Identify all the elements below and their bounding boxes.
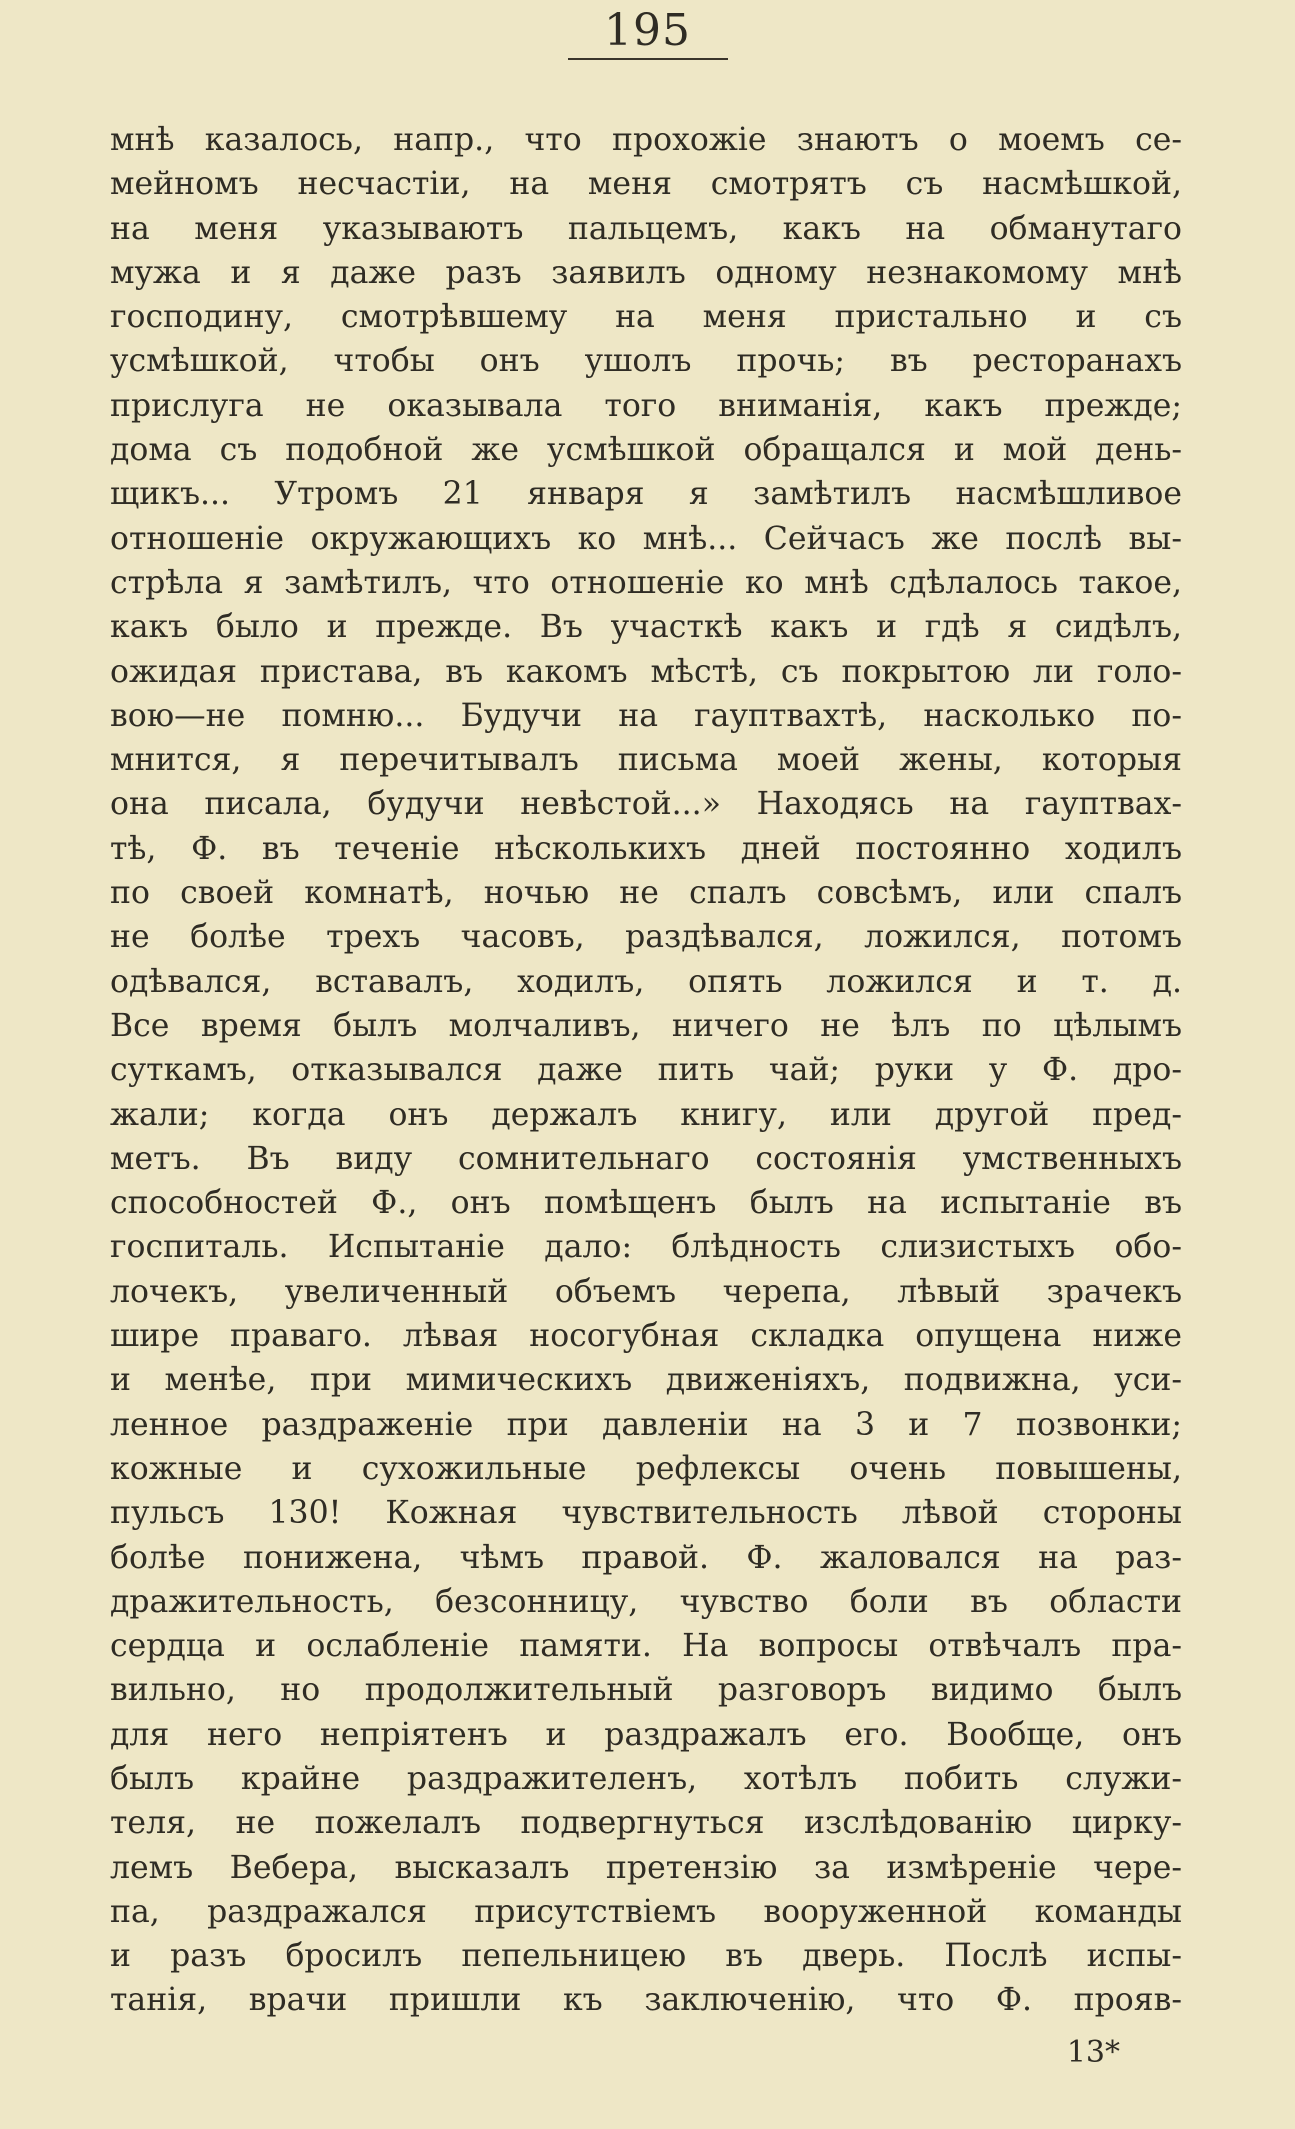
text-line: метъ. Въ виду сомнительнаго состоянія умственныхъ [110, 1140, 1182, 1177]
text-line: для него непріятенъ и раздражалъ его. Вообще, онъ [110, 1716, 1182, 1753]
text-line: стрѣла я замѣтилъ, что отношеніе ко мнѣ сдѣлалось такое, [110, 564, 1182, 601]
text-line: дражительность, безсонницу, чувство боли въ области [110, 1583, 1182, 1620]
signature-mark: 13* [1066, 2035, 1120, 2070]
body-text [110, 118, 1182, 2023]
text-line: пульсъ 130! Кожная чувствительность лѣвой стороны [110, 1495, 1182, 1532]
text-line: шире праваго. лѣвая носогубная складка опущена ниже [110, 1318, 1182, 1355]
text-line: по своей комнатѣ, ночью не спалъ совсѣмъ, или спалъ [110, 875, 1182, 912]
header-rule [568, 58, 728, 60]
text-line: отношеніе окружающихъ ко мнѣ... Сейчасъ же послѣ вы- [110, 520, 1182, 557]
text-line: мейномъ несчастіи, на меня смотрятъ съ насмѣшкой, [110, 166, 1182, 203]
text-line: госпиталь. Испытаніе дало: блѣдность слизистыхъ обо- [110, 1229, 1182, 1266]
text-line: мужа и я даже разъ заявилъ одному незнакомому мнѣ [110, 254, 1182, 291]
text-line: на меня указываютъ пальцемъ, какъ на обманутаго [110, 210, 1182, 247]
text-line: она писала, будучи невѣстой...» Находясь на гауптвах- [110, 786, 1182, 823]
text-line: ленное раздраженіе при давленіи на 3 и 7 позвонки; [110, 1406, 1182, 1443]
text-line: не болѣе трехъ часовъ, раздѣвался, ложился, потомъ [110, 919, 1182, 956]
text-line: одѣвался, вставалъ, ходилъ, опять ложился и т. д. [110, 963, 1182, 1000]
text-line: тѣ, Ф. въ теченіе нѣсколькихъ дней постоянно ходилъ [110, 830, 1182, 867]
text-line: дома съ подобной же усмѣшкой обращался и мой день- [110, 432, 1182, 469]
text-line: па, раздражался присутствіемъ вооруженной команды [110, 1893, 1182, 1930]
text-line: былъ крайне раздражителенъ, хотѣлъ побить служи- [110, 1760, 1182, 1797]
text-line: и разъ бросилъ пепельницею въ дверь. Послѣ испы- [110, 1938, 1182, 1975]
text-line: лемъ Вебера, высказалъ претензію за измѣреніе чере- [110, 1849, 1182, 1886]
text-line: лочекъ, увеличенный объемъ черепа, лѣвый зрачекъ [110, 1273, 1182, 1310]
text-line: способностей Ф., онъ помѣщенъ былъ на испытаніе въ [110, 1185, 1182, 1222]
text-line: сердца и ослабленіе памяти. На вопросы отвѣчалъ пра- [110, 1628, 1182, 1665]
text-line: мнѣ казалось, напр., что прохожіе знаютъ о моемъ се- [110, 122, 1182, 158]
page-number: 195 [604, 5, 691, 56]
text-line: господину, смотрѣвшему на меня пристально и съ [110, 299, 1182, 336]
text-line: болѣе понижена, чѣмъ правой. Ф. жаловался на раз- [110, 1539, 1182, 1576]
text-line: танія, врачи пришли къ заключенію, что Ф. прояв- [110, 1982, 1182, 2019]
text-line: суткамъ, отказывался даже пить чай; руки у Ф. дро- [110, 1052, 1182, 1089]
text-line: и менѣе, при мимическихъ движеніяхъ, подвижна, уси- [110, 1362, 1182, 1399]
text-line: жали; когда онъ держалъ книгу, или другой пред- [110, 1096, 1182, 1133]
text-line: Все время былъ молчаливъ, ничего не ѣлъ по цѣлымъ [110, 1007, 1182, 1044]
text-line: усмѣшкой, чтобы онъ ушолъ прочь; въ ресторанахъ [110, 343, 1182, 380]
text-line: какъ было и прежде. Въ участкѣ какъ и гдѣ я сидѣлъ, [110, 609, 1182, 646]
text-line: прислуга не оказывала того вниманія, какъ прежде; [110, 387, 1182, 424]
text-line: щикъ... Утромъ 21 января я замѣтилъ насмѣшливое [110, 476, 1182, 513]
text-line: ожидая пристава, въ какомъ мѣстѣ, съ покрытою ли голо- [110, 653, 1182, 690]
text-line: мнится, я перечитывалъ письма моей жены, которыя [110, 742, 1182, 779]
text-line: кожные и сухожильные рефлексы очень повышены, [110, 1450, 1182, 1487]
text-line: теля, не пожелалъ подвергнуться изслѣдованію цирку- [110, 1805, 1182, 1842]
text-line: вильно, но продолжительный разговоръ видимо былъ [110, 1672, 1182, 1709]
text-line: вою—не помню... Будучи на гауптвахтѣ, насколько по- [110, 697, 1182, 734]
